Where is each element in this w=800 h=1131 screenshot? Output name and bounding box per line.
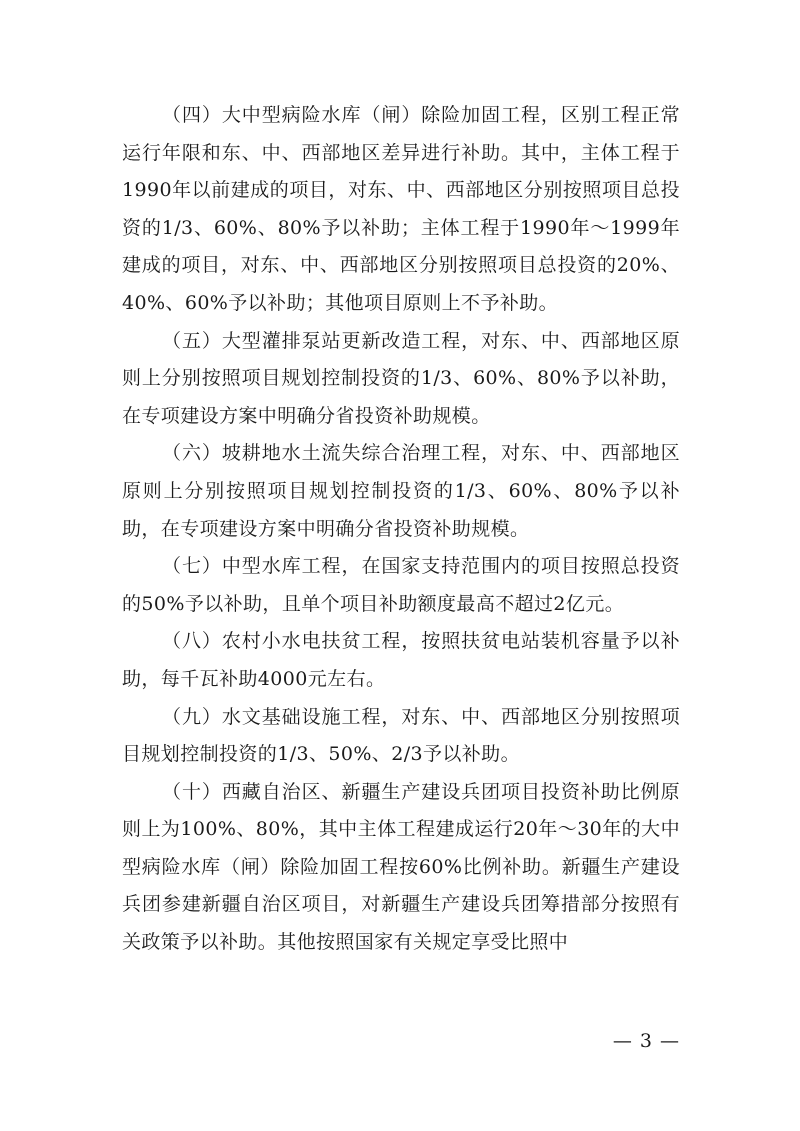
document-body — [122, 97, 680, 962]
paragraph-10: （十）西藏自治区、新疆生产建设兵团项目投资补助比例原则上为100%、80%，其中主体工程建成运行20年～30年的大中型病险水库（闸）除险加固工程按60%比例补助。新疆生产建设兵团参建新疆自治区项目，对新疆生产建设兵团筹措部分按照有关政策予以补助。其他按照国家有关规定享受比照中 — [122, 780, 680, 954]
paragraph-9: （九）水文基础设施工程，对东、中、西部地区分别按照项目规划控制投资的1/3、50%、2/3予以补助。 — [122, 705, 680, 766]
page-number: — 3 — — [612, 1030, 680, 1052]
paragraph-4: （四）大中型病险水库（闸）除险加固工程，区别工程正常运行年限和东、中、西部地区差异进行补助。其中，主体工程于1990年以前建成的项目，对东、中、西部地区分别按照项目总投资的1/3、60%、80%予以补助；主体工程于1990年～1999年建成的项目，对东、中、西部地区分别按照项目总投资的20%、40%、60%予以补助；其他项目原则上不予补助。 — [122, 104, 680, 314]
paragraph-6: （六）坡耕地水土流失综合治理工程，对东、中、西部地区原则上分别按照项目规划控制投资的1/3、60%、80%予以补助，在专项建设方案中明确分省投资补助规模。 — [122, 442, 680, 540]
paragraph-8: （八）农村小水电扶贫工程，按照扶贫电站装机容量予以补助，每千瓦补助4000元左右。 — [122, 630, 680, 690]
paragraph-5: （五）大型灌排泵站更新改造工程，对东、中、西部地区原则上分别按照项目规划控制投资的1/3、60%、80%予以补助，在专项建设方案中明确分省投资补助规模。 — [122, 329, 680, 427]
paragraph-7: （七）中型水库工程，在国家支持范围内的项目按照总投资的50%予以补助，且单个项目补助额度最高不超过2亿元。 — [122, 555, 680, 615]
